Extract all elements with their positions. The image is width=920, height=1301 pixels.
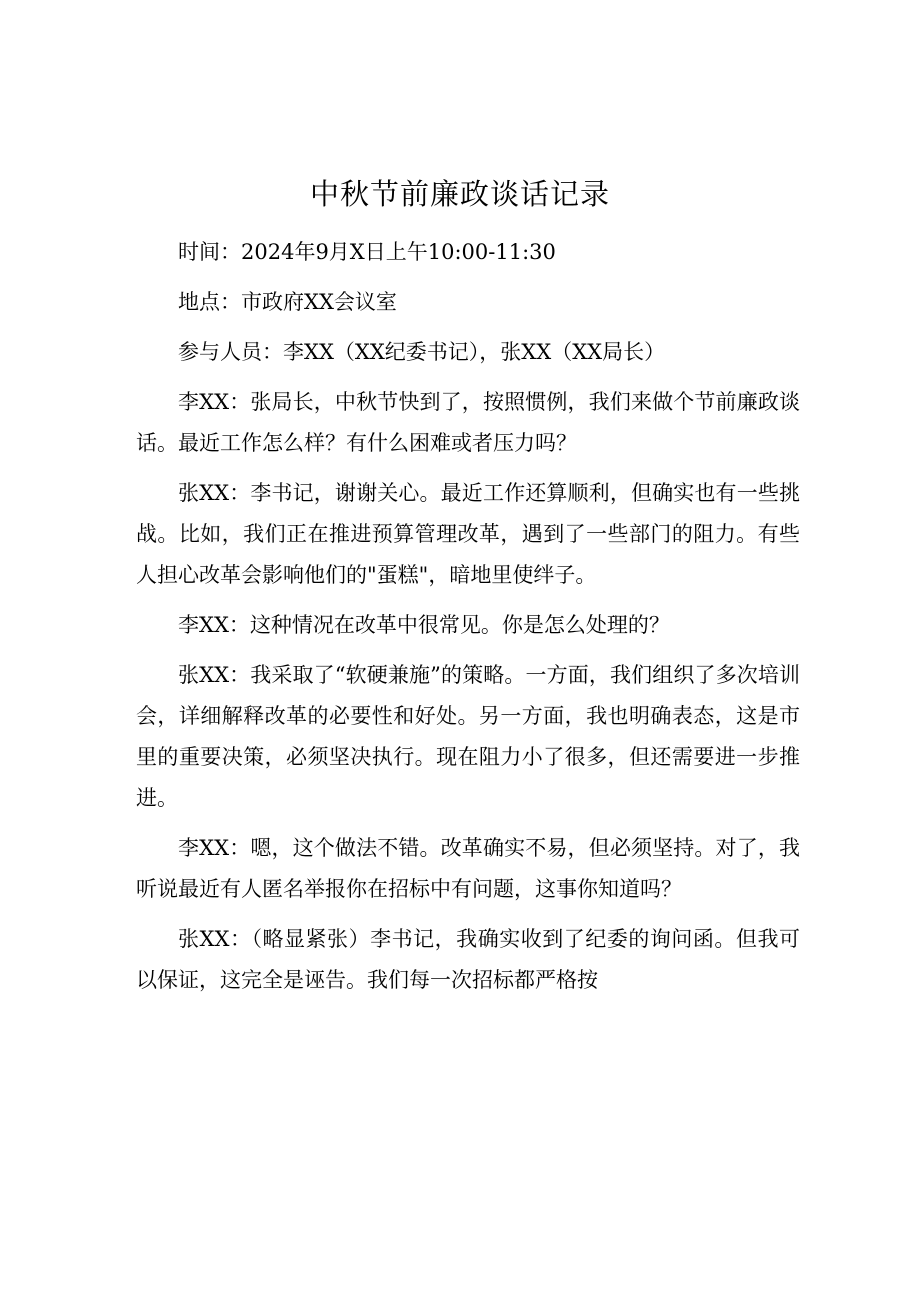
document-title: 中秋节前廉政谈话记录 (309, 177, 610, 211)
dialogue-paragraph: 张XX：（略显紧张）李书记，我确实收到了纪委的询问函。但我可以保证，这完全是诬告。我们每一次招标都严格按 (136, 927, 800, 992)
document-body (136, 232, 800, 1010)
meeting-time: 时间：2024年9月X日上午10:00-11:30 (178, 240, 556, 264)
meeting-participants: 参与人员：李XX（XX纪委书记），张XX（XX局长） (178, 340, 666, 364)
meeting-location: 地点：市政府XX会议室 (178, 290, 397, 314)
dialogue-paragraph: 李XX：这种情况在改革中很常见。你是怎么处理的？ (178, 613, 670, 637)
dialogue-paragraph: 张XX：我采取了“软硬兼施”的策略。一方面，我们组织了多次培训会，详细解释改革的必要性和好处。另一方面，我也明确表态，这是市里的重要决策，必须坚决执行。现在阻力小了很多，但还需要进一步推进。 (136, 663, 800, 810)
dialogue-paragraph: 李XX：张局长，中秋节快到了，按照惯例，我们来做个节前廉政谈话。最近工作怎么样？有什么困难或者压力吗？ (136, 390, 800, 455)
dialogue-paragraph: 张XX：李书记，谢谢关心。最近工作还算顺利，但确实也有一些挑战。比如，我们正在推进预算管理改革，遇到了一些部门的阻力。有些人担心改革会影响他们的"蛋糕"，暗地里使绊子。 (136, 481, 800, 587)
dialogue-paragraph: 李XX：嗯，这个做法不错。改革确实不易，但必须坚持。对了，我听说最近有人匿名举报你在招标中有问题，这事你知道吗？ (136, 836, 800, 901)
